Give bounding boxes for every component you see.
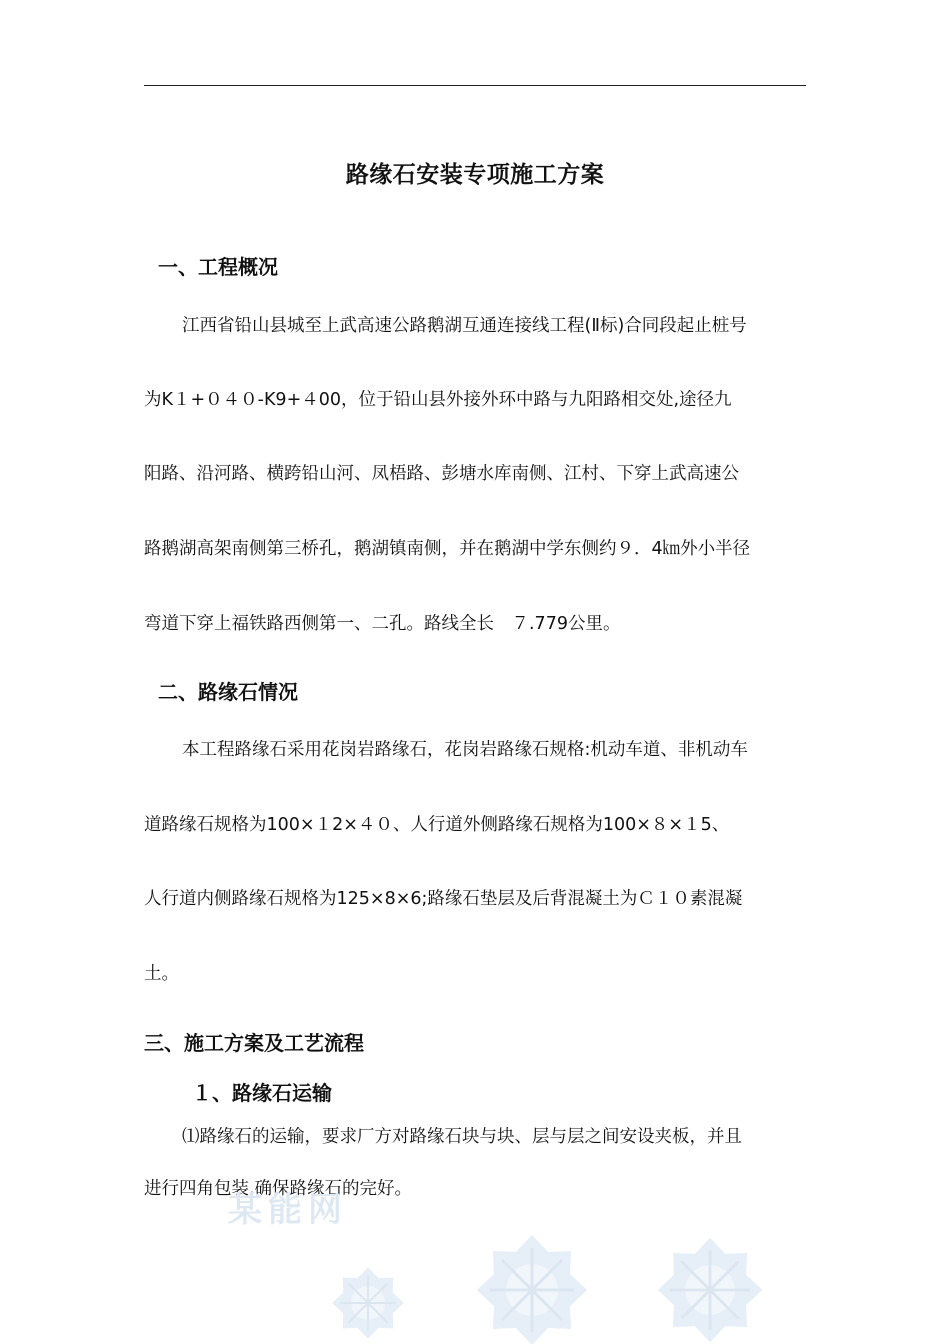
snowflake-icon: [332, 1267, 404, 1339]
section-heading-construction-plan: 三、施工方案及工艺流程: [144, 1031, 364, 1055]
snowflake-icon: [477, 1235, 587, 1344]
paragraph-line: 土。: [144, 964, 179, 984]
paragraph-line: 弯道下穿上福铁路西侧第一、二孔。路线全长 ７.779公里。: [144, 614, 621, 634]
paragraph-line: 道路缘石规格为100×１2×４０、人行道外侧路缘石规格为100×８×１5、: [144, 815, 730, 835]
paragraph-line: 阳路、沿河路、横跨铅山河、凤梧路、彭塘水库南侧、江村、下穿上武高速公: [144, 464, 739, 484]
paragraph-line: 进行四角包装,确保路缘石的完好。: [144, 1179, 413, 1199]
watermark-text: 某能网: [228, 1190, 348, 1230]
paragraph-line: 路鹅湖高架南侧第三桥孔，鹅湖镇南侧，并在鹅湖中学东侧约９．4㎞外小半径: [144, 539, 751, 559]
paragraph-line: 为K１+０４０-K9+４00，位于铅山县外接外环中路与九阳路相交处,途径九: [144, 390, 732, 410]
paragraph-line: 人行道内侧路缘石规格为125×8×6;路缘石垫层及后背混凝土为Ｃ１０素混凝: [144, 889, 743, 909]
section-heading-curbstone: 二、路缘石情况: [158, 680, 298, 704]
paragraph-line: 江西省铅山县城至上武高速公路鹅湖互通连接线工程(Ⅱ标)合同段起止桩号: [182, 316, 747, 336]
section-heading-overview: 一、工程概况: [158, 255, 278, 279]
paragraph-line: 本工程路缘石采用花岗岩路缘石，花岗岩路缘石规格:机动车道、非机动车: [182, 740, 748, 760]
snowflake-icon: [658, 1238, 763, 1343]
paragraph-line: ⑴路缘石的运输，要求厂方对路缘石块与块、层与层之间安设夹板，并且: [182, 1127, 742, 1147]
page-title: 路缘石安装专项施工方案: [345, 162, 605, 188]
header-rule: [144, 85, 806, 86]
subsection-heading-transport: １、路缘石运输: [192, 1081, 332, 1105]
